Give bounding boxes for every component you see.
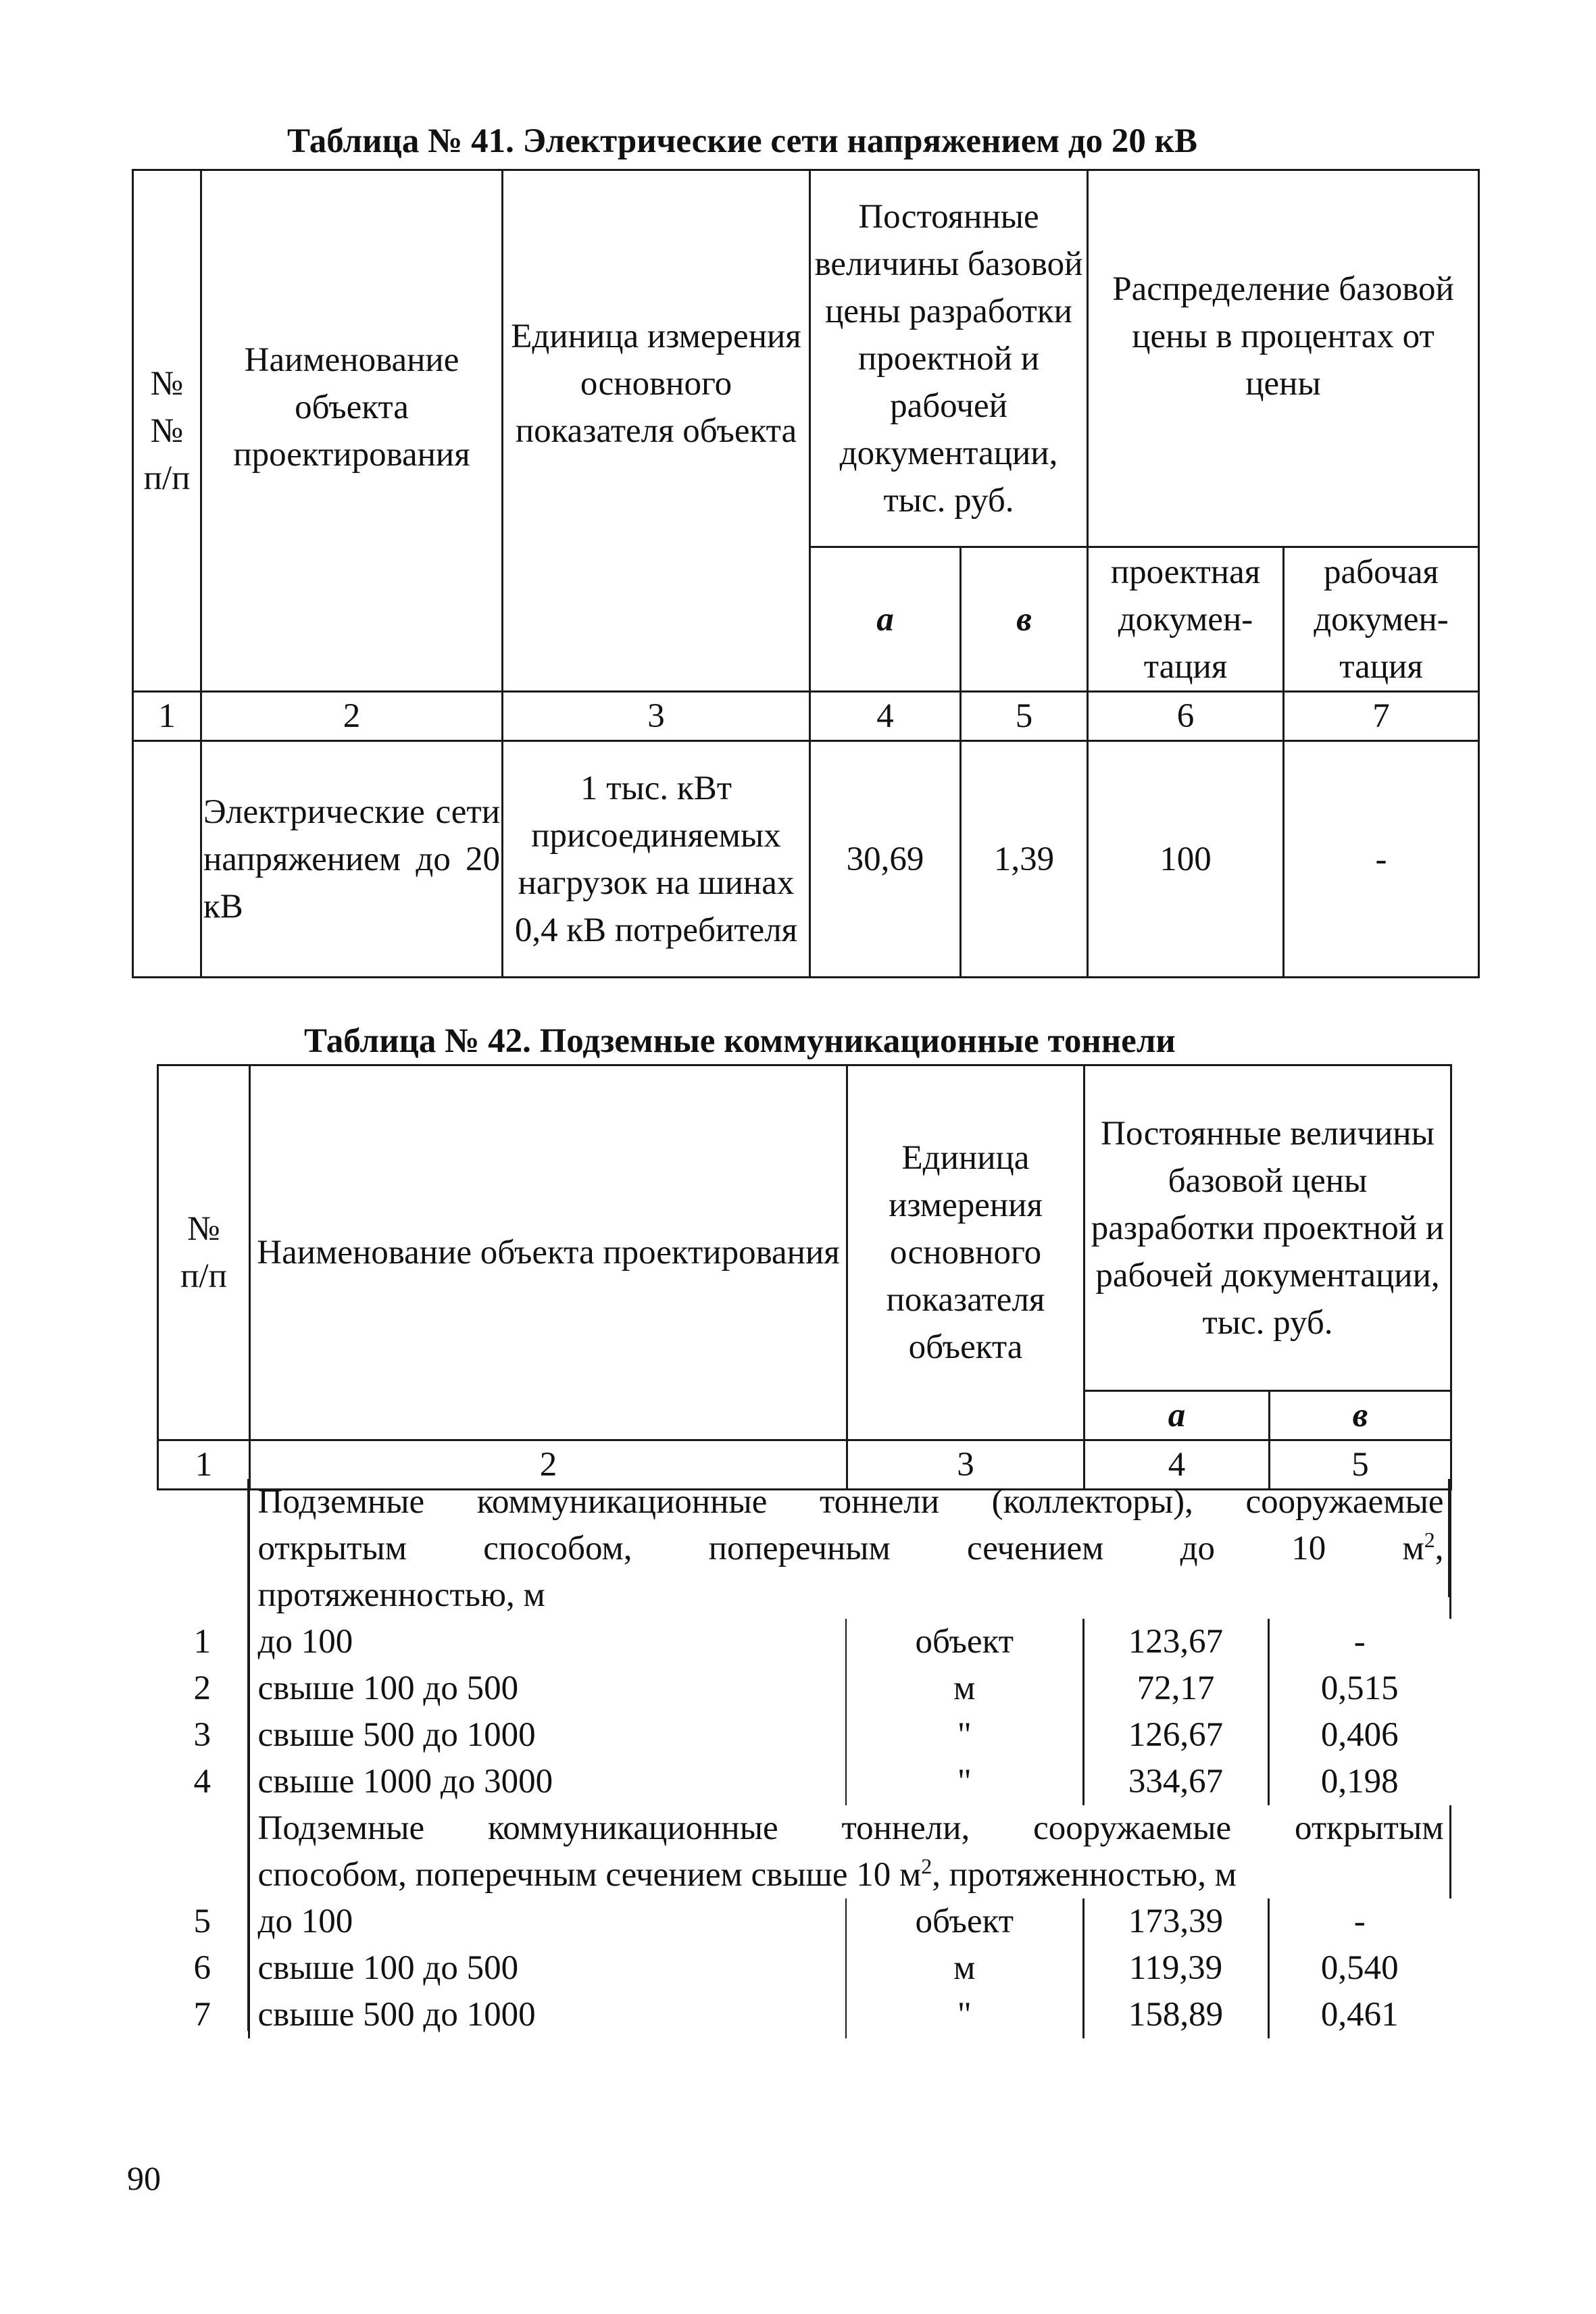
t42-row: 5 до 100 объект 173,39 -	[157, 1898, 1450, 1945]
t41-col-a: а	[810, 547, 961, 692]
t41-base-price-header: Постоянные величины базовой цены разработки проектной и рабочей документации, тыс. руб.	[810, 170, 1088, 547]
t42-colnum: 4	[1084, 1440, 1270, 1490]
t41-row-name: Электрические сети напряжением до 20 кВ	[201, 741, 503, 978]
t42-colnum: 2	[250, 1440, 847, 1490]
t41-distribution-header: Распределение базовой цены в процентах от цены	[1088, 170, 1479, 547]
t41-row-proj: 100	[1088, 741, 1284, 978]
table41	[132, 169, 1480, 978]
t42-group1-title: Подземные коммуникационные тоннели (коллекторы), сооружаемые открытым способом, поперечным сечением до 10 $м^2$, протяженностью, м	[249, 1479, 1450, 1619]
t42-rule-right	[1448, 1479, 1450, 1597]
t42-col-a: а	[1084, 1391, 1270, 1440]
t41-num-header: № № п/п	[133, 170, 201, 692]
t41-colnum: 4	[810, 692, 961, 741]
t41-colnum: 1	[133, 692, 201, 741]
t42-row: 2 свыше 100 до 500 м 72,17 0,515	[157, 1665, 1450, 1712]
page-number: 90	[127, 2159, 161, 2197]
t41-colnum: 6	[1088, 692, 1284, 741]
t41-col-b: в	[961, 547, 1088, 692]
t41-row-num	[133, 741, 201, 978]
table42-header	[157, 1064, 1452, 1490]
t41-row-b: 1,39	[961, 741, 1088, 978]
t41-colnum: 2	[201, 692, 503, 741]
t42-num-header: № п/п	[158, 1065, 250, 1440]
t41-name-header: Наименование объекта проектирования	[201, 170, 503, 692]
t41-colnum: 5	[961, 692, 1088, 741]
t42-row: 1 до 100 объект 123,67 -	[157, 1619, 1450, 1665]
t41-row-work: -	[1284, 741, 1479, 978]
t41-unit-header: Единица измерения основного показателя объекта	[503, 170, 810, 692]
t42-group2-title: Подземные коммуникационные тоннели, сооружаемые открытым способом, поперечным сечением свыше 10 $м^2$, протяженностью, м	[249, 1805, 1450, 1898]
t41-row-unit: 1 тыс. кВт присоединяемых нагрузок на шинах 0,4 кВ потребителя	[503, 741, 810, 978]
t42-unit-header: Единица измерения основного показателя объекта	[847, 1065, 1084, 1440]
t42-row: 6 свыше 100 до 500 м 119,39 0,540	[157, 1945, 1450, 1992]
t42-name-header: Наименование объекта проектирования	[250, 1065, 847, 1440]
t41-colnum: 3	[503, 692, 810, 741]
t41-row-a: 30,69	[810, 741, 961, 978]
t42-row: 4 свыше 1000 до 3000 " 334,67 0,198	[157, 1759, 1450, 1805]
t42-row: 7 свыше 500 до 1000 " 158,89 0,461	[157, 1992, 1450, 2038]
t42-base-price-header: Постоянные величины базовой цены разработки проектной и рабочей документации, тыс. руб.	[1084, 1065, 1451, 1391]
t42-colnum: 1	[158, 1440, 250, 1490]
t41-proj-doc: проектная докумен-тация	[1088, 547, 1284, 692]
t41-colnum: 7	[1284, 692, 1479, 741]
table41-title: Таблица № 41. Электрические сети напряжением до 20 кВ	[287, 122, 1198, 160]
t42-row: 3 свыше 500 до 1000 " 126,67 0,406	[157, 1712, 1450, 1759]
table42-body	[157, 1479, 1451, 2038]
t42-colnum: 3	[847, 1440, 1084, 1490]
t41-work-doc: рабочая докумен-тация	[1284, 547, 1479, 692]
t42-colnum: 5	[1270, 1440, 1451, 1490]
t42-col-b: в	[1270, 1391, 1451, 1440]
t42-rule-name	[247, 1479, 249, 2031]
table42-title: Таблица № 42. Подземные коммуникационные тоннели	[304, 1022, 1176, 1060]
